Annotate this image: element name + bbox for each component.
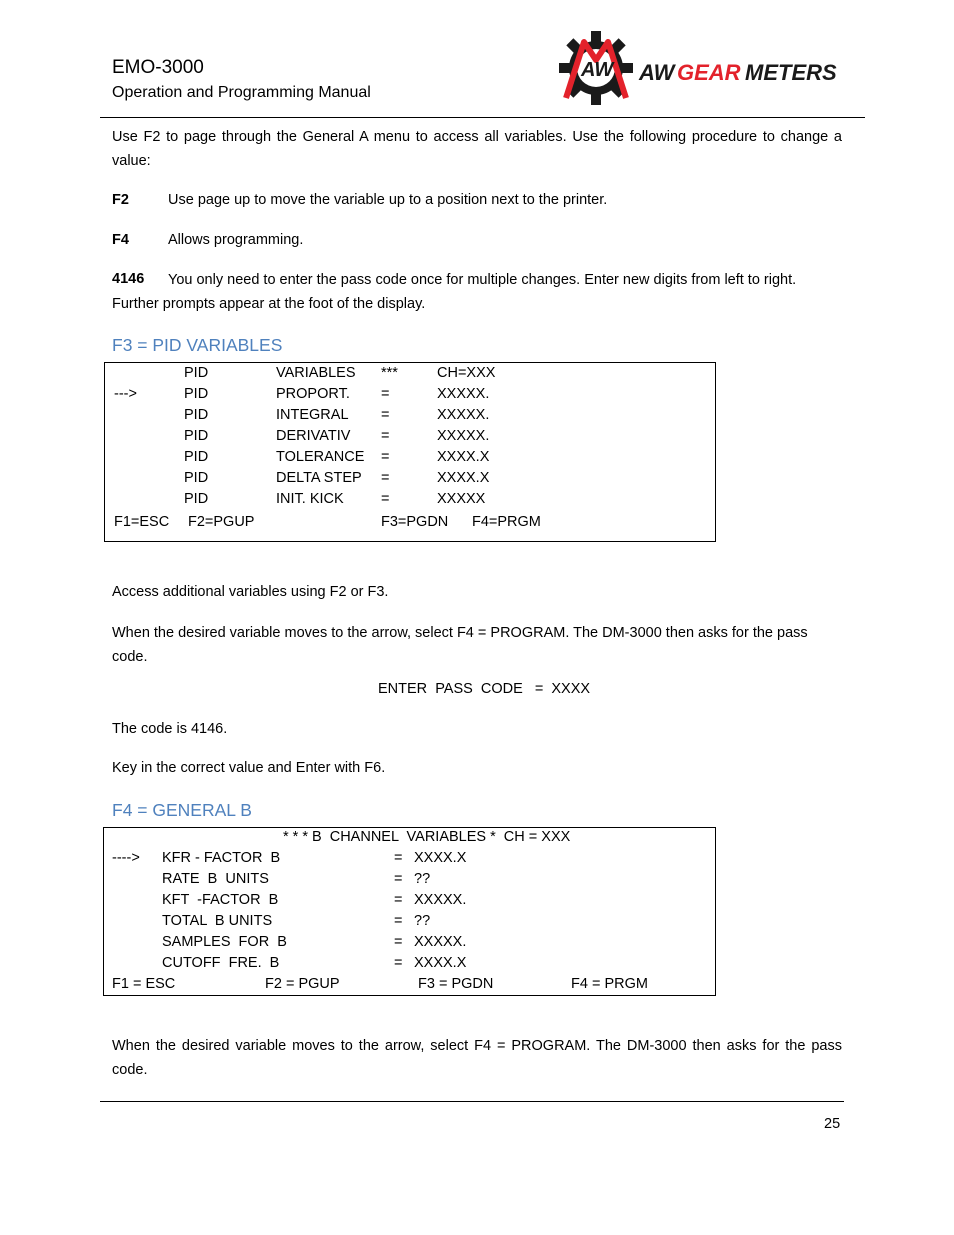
pid-footer-f4: F4=PRGM [472, 514, 541, 530]
svg-text:AW: AW [581, 59, 614, 81]
pid-row-arrow: ---> [114, 386, 137, 402]
b-channel-title: * * * B CHANNEL VARIABLES * CH = XXX [283, 829, 571, 845]
section-heading-pid: F3 = PID VARIABLES [112, 335, 283, 355]
pid-row-c2: VARIABLES [276, 365, 356, 381]
pid-row-c3: = [381, 407, 390, 423]
intro-paragraph: Use F2 to page through the General A menu to access all variables. Use the following procedure to change a value: [112, 129, 842, 169]
document-subtitle: Operation and Programming Manual [112, 84, 371, 101]
step-text-f2: Use page up to move the variable up to a position next to the printer. [168, 192, 608, 208]
pid-row-c3: *** [381, 365, 398, 381]
b-row-eq: = [394, 892, 403, 908]
b-row-eq: = [394, 871, 403, 887]
logo-aw-text: AW [639, 60, 675, 85]
pid-row-c1: PID [184, 407, 209, 423]
section-heading-general-b: F4 = GENERAL B [112, 800, 252, 820]
key-in-text: Key in the correct value and Enter with F6. [112, 760, 386, 776]
desired-variable-text-1: When the desired variable moves to the arrow, select F4 = PROGRAM. The DM-3000 then asks for the pass code. [112, 625, 808, 665]
pid-row-c3: = [381, 428, 390, 444]
step-text-f4: Allows programming. [168, 232, 304, 248]
pid-row-c3: = [381, 491, 390, 507]
pid-row-c4: XXXX.X [437, 449, 490, 465]
b-row-value: ?? [414, 871, 431, 887]
b-row-eq: = [394, 934, 403, 950]
b-footer-f1: F1 = ESC [112, 976, 176, 992]
b-row-name: SAMPLES FOR B [162, 934, 287, 950]
pid-row-c3: = [381, 386, 390, 402]
pid-footer-f2: F2=PGUP [188, 514, 255, 530]
document-title: EMO-3000 [112, 57, 204, 78]
b-row-name: CUTOFF FRE. B [162, 955, 280, 971]
step-text-4146: You only need to enter the pass code once for multiple changes. Enter new digits from left to right. Further prompts appear at the foot of the display. [112, 272, 797, 312]
b-row-arrow: ----> [112, 850, 140, 866]
pid-row-c1: PID [184, 386, 209, 402]
b-row-value: XXXXX. [414, 892, 467, 908]
desired-variable-text-2: When the desired variable moves to the arrow, select F4 = PROGRAM. The DM-3000 then asks for the pass code. [112, 1038, 842, 1078]
pid-row-c4: XXXX.X [437, 470, 490, 486]
step-key-f4: F4 [112, 232, 129, 248]
pid-row-c3: = [381, 449, 390, 465]
access-additional-text: Access additional variables using F2 or F3. [112, 584, 389, 600]
b-row-name: KFR - FACTOR B [162, 850, 281, 866]
pid-row-c3: = [381, 470, 390, 486]
b-row-eq: = [394, 955, 403, 971]
b-row-eq: = [394, 850, 403, 866]
logo-meters-text: METERS [745, 60, 837, 85]
pid-row-c2: INIT. KICK [276, 491, 344, 507]
header-divider [100, 117, 865, 118]
code-text: The code is 4146. [112, 721, 228, 737]
b-row-value: ?? [414, 913, 431, 929]
pid-row-c4: XXXXX. [437, 386, 490, 402]
pid-row-c4: XXXXX. [437, 407, 490, 423]
pid-row-c4: XXXXX [437, 491, 486, 507]
enter-pass-code-prompt: ENTER PASS CODE = XXXX [378, 681, 591, 697]
pid-row-c2: INTEGRAL [276, 407, 349, 423]
pid-row-c2: DELTA STEP [276, 470, 362, 486]
b-row-name: TOTAL B UNITS [162, 913, 273, 929]
b-row-name: RATE B UNITS [162, 871, 269, 887]
b-row-name: KFT -FACTOR B [162, 892, 279, 908]
b-row-value: XXXX.X [414, 850, 467, 866]
pid-row-c4: CH=XXX [437, 365, 496, 381]
pid-footer-f3: F3=PGDN [381, 514, 449, 530]
aw-gear-meters-logo [556, 28, 841, 108]
b-footer-f2: F2 = PGUP [265, 976, 340, 992]
b-row-value: XXXXX. [414, 934, 467, 950]
pid-row-c2: TOLERANCE [276, 449, 365, 465]
footer-divider [100, 1101, 844, 1102]
pid-footer-f1: F1=ESC [114, 514, 170, 530]
logo-gear-text: GEAR [677, 60, 741, 85]
pid-row-c1: PID [184, 470, 209, 486]
step-key-f2: F2 [112, 192, 129, 208]
pid-row-c1: PID [184, 365, 209, 381]
b-footer-f3: F3 = PGDN [418, 976, 494, 992]
b-row-value: XXXX.X [414, 955, 467, 971]
b-row-eq: = [394, 913, 403, 929]
pid-row-c1: PID [184, 491, 209, 507]
b-footer-f4: F4 = PRGM [571, 976, 648, 992]
pid-row-c1: PID [184, 428, 209, 444]
step-key-4146: 4146 [112, 271, 145, 287]
gear-logo-icon [556, 28, 841, 108]
pid-row-c1: PID [184, 449, 209, 465]
page-number: 25 [824, 1116, 841, 1132]
pid-row-c2: DERIVATIV [276, 428, 351, 444]
pid-row-c4: XXXXX. [437, 428, 490, 444]
pid-row-c2: PROPORT. [276, 386, 350, 402]
